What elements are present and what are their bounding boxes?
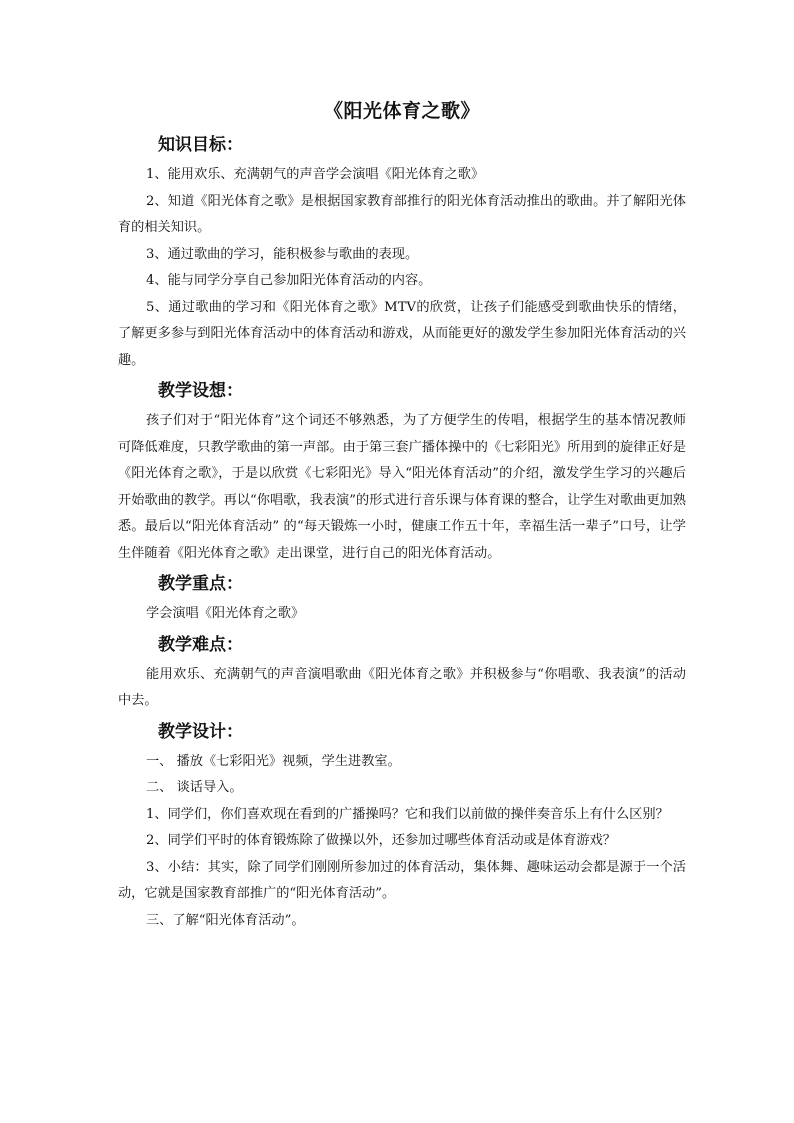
document-content (118, 96, 686, 934)
section-heading-design: 教学设计： (158, 721, 243, 742)
design-item-5: 3、小结：其实，除了同学们刚刚所参加过的体育活动，集体舞、趣味运动会都是源于一个活动，它就是国家教育部推广的“阳光体育活动”。 (118, 859, 686, 901)
section-heading-difficulty: 教学难点： (158, 634, 243, 655)
knowledge-item-1: 1、能用欢乐、充满朝气的声音学会演唱《阳光体育之歌》 (146, 167, 485, 182)
section-heading-knowledge: 知识目标： (158, 135, 243, 155)
focus-paragraph: 学会演唱《阳光体育之歌》 (146, 606, 305, 621)
design-item-6: 三、了解“阳光体育活动”。 (146, 912, 305, 928)
document-title: 《阳光体育之歌》 (323, 100, 480, 122)
design-item-1: 一、 播放《七彩阳光》视频，学生进教室。 (146, 753, 401, 769)
section-heading-idea: 教学设想： (158, 381, 243, 401)
knowledge-item-4: 4、能与同学分享自己参加阳光体育活动的内容。 (146, 273, 432, 288)
design-item-3: 1、同学们，你们喜欢现在看到的广播操吗？它和我们以前做的操伴奏音乐上有什么区别？ (146, 806, 669, 822)
knowledge-item-3: 3、通过歌曲的学习，能积极参与歌曲的表现。 (146, 246, 419, 262)
section-heading-focus: 教学重点： (158, 574, 243, 594)
difficulty-paragraph: 能用欢乐、充满朝气的声音演唱歌曲《阳光体育之歌》并积极参与“你唱歌、我表演”的活动中去。 (118, 666, 686, 708)
knowledge-item-5: 5、通过歌曲的学习和《阳光体育之歌》MTV的欣赏，让孩子们能感受到歌曲快乐的情绪，了解更多参与到阳光体育活动中的体育活动和游戏，从而能更好的激发学生参加阳光体育活动的兴趣。 (118, 299, 686, 368)
design-item-2: 二、 谈话导入。 (146, 780, 243, 795)
knowledge-item-2: 2、知道《阳光体育之歌》是根据国家教育部推行的阳光体育活动推出的歌曲。并了解阳光体育的相关知识。 (118, 193, 686, 235)
idea-paragraph: 孩子们对于“阳光体育”这个词还不够熟悉，为了方便学生的传唱，根据学生的基本情况教师可降低难度，只教学歌曲的第一声部。由于第三套广播体操中的《七彩阳光》所用到的旋律正好是《阳光体育之歌》，于是以欣赏《七彩阳光》导入“阳光体育活动”的介绍，激发学生学习的兴趣后开始歌曲的教学。再以“你唱歌，我表演”的形式进行音乐课与体育课的整合，让学生对歌曲更加熟悉。最后以“阳光体育活动” 的“每天锻炼一小时，健康工作五十年，幸福生活一辈子”口号，让学生伴随着《阳光体育之歌》走出课堂，进行自己的阳光体育活动。 (118, 413, 686, 561)
design-item-4: 2、同学们平时的体育锻炼除了做操以外，还参加过哪些体育活动或是体育游戏？ (146, 833, 616, 848)
